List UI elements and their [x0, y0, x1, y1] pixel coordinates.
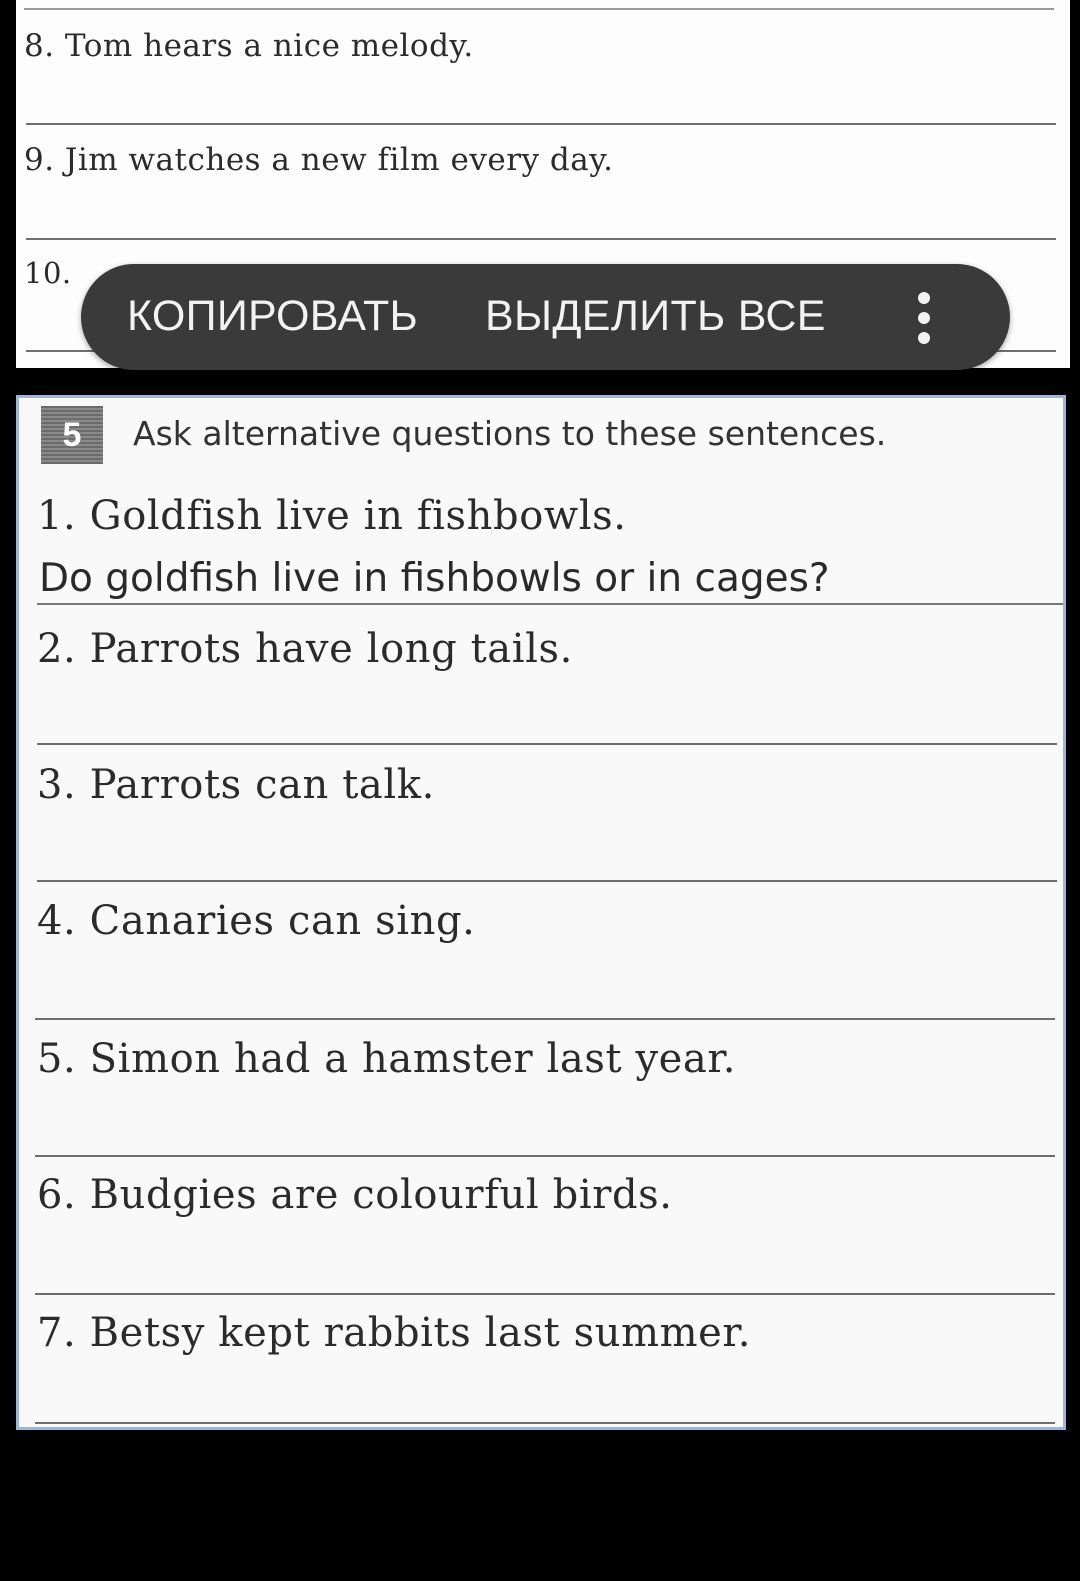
select-all-button[interactable]: ВЫДЕЛИТЬ ВСЕ [485, 292, 826, 340]
more-options-icon[interactable] [907, 292, 941, 344]
answer-line [35, 1422, 1055, 1424]
exercise-panel [16, 395, 1066, 1430]
exercise-item[interactable]: 1. Goldfish live in fishbowls. [37, 493, 627, 539]
empty-screen-area [0, 1432, 1080, 1581]
exercise-item[interactable]: 4. Canaries can sing. [37, 898, 476, 944]
answer-line [35, 1155, 1055, 1157]
exercise-item[interactable]: 5. Simon had a hamster last year. [37, 1036, 737, 1082]
exercise-line-8[interactable]: 8. Tom hears a nice melody. [24, 28, 474, 64]
answer-line [37, 603, 1066, 605]
answer-line [35, 1293, 1055, 1295]
answer-line [35, 1018, 1055, 1020]
exercise-instruction[interactable]: Ask alternative questions to these sentences. [133, 414, 887, 453]
handwritten-answer[interactable]: Do goldfish live in fishbowls or in cages? [39, 556, 830, 601]
exercise-line-10[interactable]: 10. [24, 256, 72, 290]
answer-line [26, 123, 1056, 125]
answer-line [24, 8, 1054, 10]
exercise-item[interactable]: 7. Betsy kept rabbits last summer. [37, 1310, 752, 1356]
exercise-item[interactable]: 6. Budgies are colourful birds. [37, 1172, 673, 1218]
exercise-item[interactable]: 2. Parrots have long tails. [37, 626, 573, 672]
exercise-line-9[interactable]: 9. Jim watches a new film every day. [24, 142, 614, 178]
exercise-item[interactable]: 3. Parrots can talk. [37, 762, 435, 808]
exercise-number-badge: 5 [41, 406, 103, 464]
text-selection-menu [81, 264, 1010, 370]
answer-line [37, 743, 1057, 745]
answer-line [26, 238, 1056, 240]
copy-button[interactable]: КОПИРОВАТЬ [127, 292, 419, 340]
answer-line [37, 880, 1057, 882]
